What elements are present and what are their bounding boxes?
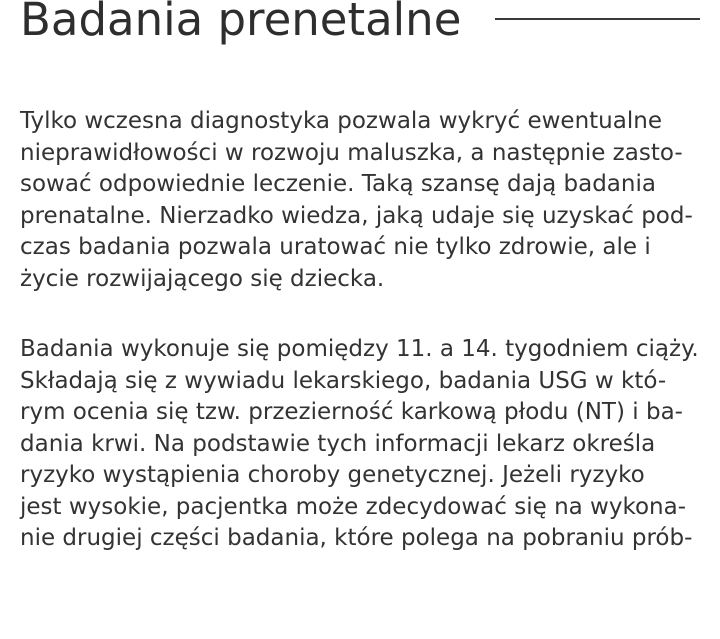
paragraph-line: jest wysokie, pacjentka może zdecydować się na wykona- — [20, 493, 687, 520]
paragraph-line: Badania wykonuje się pomiędzy 11. a 14. tygodniem ciąży. — [20, 336, 699, 362]
article-body — [20, 106, 700, 555]
paragraph-line: nie drugiej części badania, które polega na pobraniu prób- — [20, 525, 693, 551]
paragraph-line: Tylko wczesna diagnostyka pozwala wykryć ewentualne — [20, 108, 662, 134]
paragraph-line: sować odpowiednie leczenie. Taką szansę dają badania — [20, 171, 656, 197]
paragraph-line: prenatalne. Nierzadko wiedza, jaką udaje się uzyskać pod- — [20, 202, 693, 229]
paragraph-line: Składają się z wywiadu lekarskiego, badania USG w któ- — [20, 367, 667, 394]
page-title: Badania prenetalne — [20, 0, 462, 46]
paragraph-line: ryzyko wystąpienia choroby genetycznej. Jeżeli ryzyko — [20, 462, 645, 488]
paragraph-procedure — [20, 334, 700, 555]
title-divider — [495, 18, 700, 20]
paragraph-line: życie rozwijającego się dziecka. — [20, 265, 385, 292]
paragraph-line: dania krwi. Na podstawie tych informacji lekarz określa — [20, 430, 656, 457]
paragraph-line: rym ocenia się tzw. przezierność karkową płodu (NT) i ba- — [20, 399, 683, 425]
paragraph-line: nieprawidłowości w rozwoju maluszka, a następnie zasto- — [20, 139, 683, 166]
paragraph-line: czas badania pozwala uratować nie tylko zdrowie, ale i — [20, 234, 651, 260]
paragraph-intro — [20, 106, 700, 295]
